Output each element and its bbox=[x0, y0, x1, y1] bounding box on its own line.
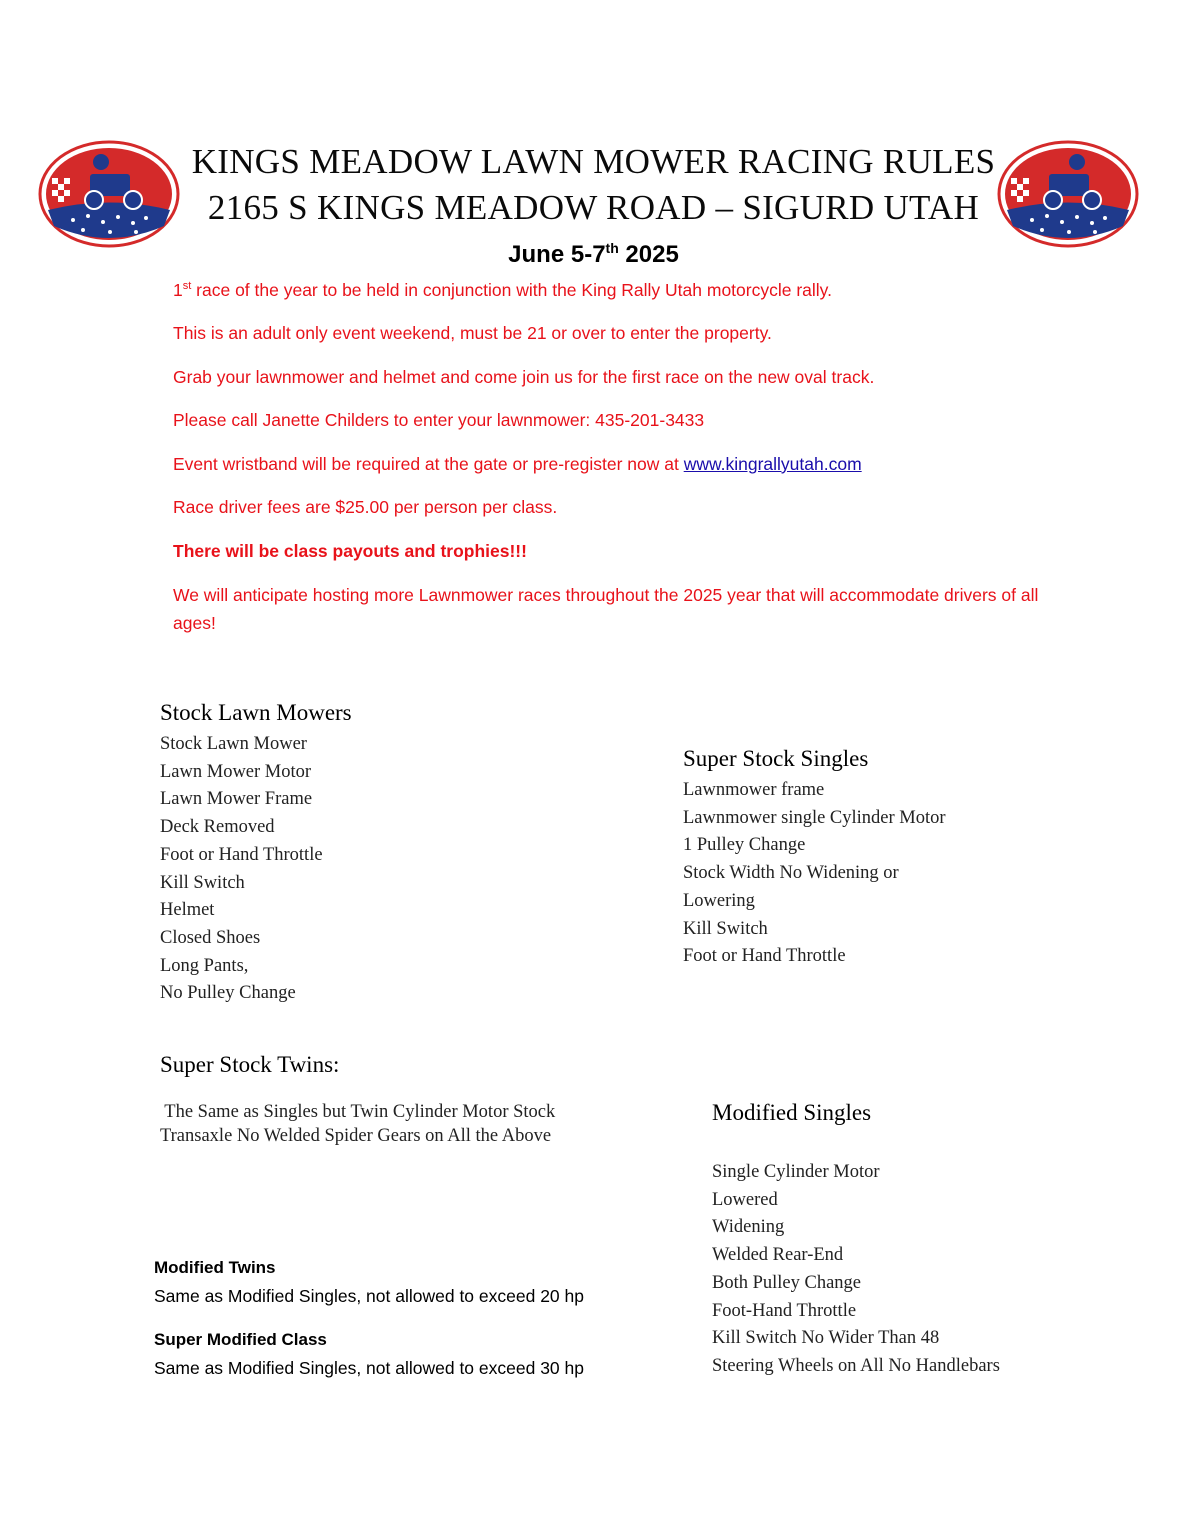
intro-line-5: Event wristband will be required at the gate or pre-register now at www.kingrallyutah.com bbox=[173, 454, 862, 474]
super-stock-singles-list bbox=[683, 777, 946, 971]
list-item: Lowering bbox=[683, 890, 755, 911]
intro-line-6: Race driver fees are $25.00 per person per class. bbox=[173, 497, 558, 517]
modified-twins-text: Same as Modified Singles, not allowed to exceed 20 hp bbox=[154, 1286, 584, 1306]
list-item: Helmet bbox=[160, 900, 215, 921]
list-item: Kill Switch bbox=[160, 872, 245, 893]
list-item: Steering Wheels on All No Handlebars bbox=[712, 1355, 1000, 1376]
list-item: 1 Pulley Change bbox=[683, 835, 806, 856]
list-item: Lawn Mower Frame bbox=[160, 789, 313, 810]
stock-list bbox=[160, 731, 323, 1008]
list-item: Widening bbox=[712, 1217, 785, 1238]
address-title: 2165 S KINGS MEADOW ROAD – SIGURD UTAH bbox=[207, 188, 980, 227]
list-item: Lawn Mower Motor bbox=[160, 761, 312, 782]
intro-line-7: There will be class payouts and trophies!!! bbox=[173, 541, 527, 561]
super-modified-heading: Super Modified Class bbox=[154, 1330, 327, 1349]
list-item: Foot or Hand Throttle bbox=[683, 946, 846, 967]
super-modified-text: Same as Modified Singles, not allowed to exceed 30 hp bbox=[154, 1358, 584, 1378]
website-link[interactable]: www.kingrallyutah.com bbox=[683, 454, 862, 474]
list-item: Welded Rear-End bbox=[712, 1245, 844, 1266]
stock-heading: Stock Lawn Mowers bbox=[160, 700, 352, 725]
intro-line-3: Grab your lawnmower and helmet and come join us for the first race on the new oval track. bbox=[173, 367, 875, 387]
list-item: Both Pulley Change bbox=[712, 1272, 862, 1293]
list-item: Foot-Hand Throttle bbox=[712, 1300, 857, 1321]
super-stock-singles-heading: Super Stock Singles bbox=[683, 746, 869, 771]
list-item: Lowered bbox=[712, 1189, 778, 1210]
list-item: Kill Switch No Wider Than 48 bbox=[712, 1328, 940, 1349]
list-item: Single Cylinder Motor bbox=[712, 1162, 880, 1182]
event-date: June 5-7th 2025 bbox=[508, 240, 679, 268]
super-stock-twins-text: The Same as Singles but Twin Cylinder Motor Stock Transaxle No Welded Spider Gears on All the Above bbox=[160, 1102, 556, 1146]
page-title: KINGS MEADOW LAWN MOWER RACING RULES bbox=[191, 142, 996, 181]
intro-line-2: This is an adult only event weekend, must be 21 or over to enter the property. bbox=[173, 323, 772, 343]
list-item: Deck Removed bbox=[160, 817, 275, 838]
list-item: No Pulley Change bbox=[160, 983, 296, 1004]
list-item: Long Pants, bbox=[160, 955, 249, 976]
list-item: Lawnmower single Cylinder Motor bbox=[683, 807, 946, 828]
modified-twins-heading: Modified Twins bbox=[154, 1258, 276, 1277]
modified-singles-list bbox=[712, 1159, 1000, 1381]
list-item: Stock Lawn Mower bbox=[160, 734, 307, 754]
list-item: Closed Shoes bbox=[160, 927, 261, 948]
intro-line-4: Please call Janette Childers to enter your lawnmower: 435-201-3433 bbox=[173, 410, 705, 430]
intro-line-8: We will anticipate hosting more Lawnmower races throughout the 2025 year that will accommodate drivers of all ages! bbox=[173, 585, 1039, 633]
list-item: Stock Width No Widening or bbox=[683, 863, 899, 884]
list-item: Kill Switch bbox=[683, 918, 768, 939]
modified-singles-heading: Modified Singles bbox=[712, 1100, 872, 1125]
list-item: Lawnmower frame bbox=[683, 780, 825, 800]
intro-line-1: 1st race of the year to be held in conjunction with the King Rally Utah motorcycle rally. bbox=[173, 280, 832, 300]
super-stock-twins-heading: Super Stock Twins: bbox=[160, 1052, 340, 1077]
list-item: Foot or Hand Throttle bbox=[160, 844, 323, 865]
